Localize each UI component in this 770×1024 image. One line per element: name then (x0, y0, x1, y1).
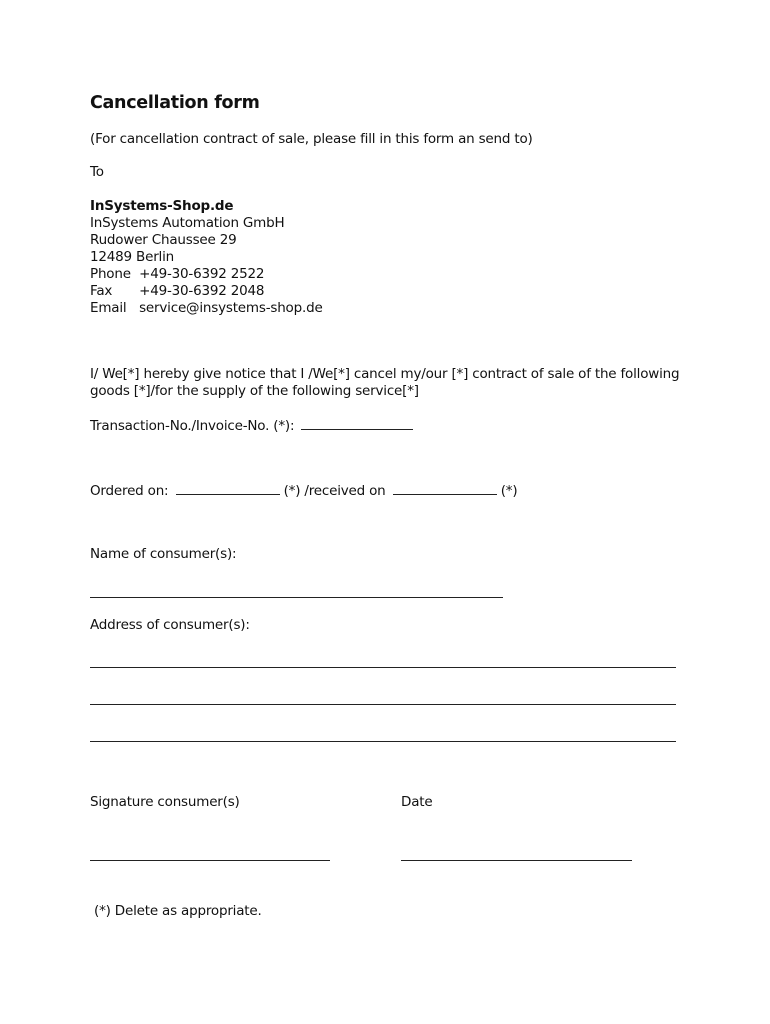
transaction-label: Transaction-No./Invoice-No. (*): (90, 418, 295, 434)
notice-line-1: I/ We[*] hereby give notice that I /We[*] cancel my/our [*] contract of sale of the following (90, 366, 680, 382)
shop-name: InSystems-Shop.de (90, 198, 234, 214)
date-line[interactable] (401, 860, 632, 861)
footnote: (*) Delete as appropriate. (94, 903, 262, 919)
page-title: Cancellation form (90, 93, 260, 113)
fax-label: Fax (90, 283, 113, 299)
phone-label: Phone (90, 266, 131, 282)
phone-row (90, 266, 264, 283)
intro-text: (For cancellation contract of sale, please fill in this form an send to) (90, 131, 533, 147)
name-line[interactable] (90, 597, 503, 598)
date-label: Date (401, 794, 433, 810)
transaction-blank[interactable] (301, 416, 413, 430)
ordered-label: Ordered on: (90, 483, 169, 499)
street-address: Rudower Chaussee 29 (90, 232, 237, 248)
email-value: service@insystems-shop.de (139, 300, 323, 316)
ordered-field (90, 481, 517, 500)
company-name: InSystems Automation GmbH (90, 215, 285, 231)
signature-label: Signature consumer(s) (90, 794, 240, 810)
address-line-2[interactable] (90, 704, 676, 705)
phone-value: +49-30-6392 2522 (139, 266, 265, 282)
transaction-field (90, 416, 413, 435)
address-line-1[interactable] (90, 667, 676, 668)
fax-value: +49-30-6392 2048 (139, 283, 265, 299)
ordered-on-blank[interactable] (176, 481, 280, 495)
email-row (90, 300, 323, 317)
email-label: Email (90, 300, 127, 316)
address-line-3[interactable] (90, 741, 676, 742)
notice-line-2: goods [*]/for the supply of the following service[*] (90, 383, 419, 399)
to-label: To (90, 164, 104, 180)
ordered-suffix: (*) /received on (283, 483, 386, 499)
received-suffix: (*) (500, 483, 518, 499)
address-label: Address of consumer(s): (90, 617, 250, 633)
received-on-blank[interactable] (393, 481, 497, 495)
signature-line[interactable] (90, 860, 330, 861)
name-label: Name of consumer(s): (90, 546, 237, 562)
city-address: 12489 Berlin (90, 249, 175, 265)
fax-row (90, 283, 264, 300)
